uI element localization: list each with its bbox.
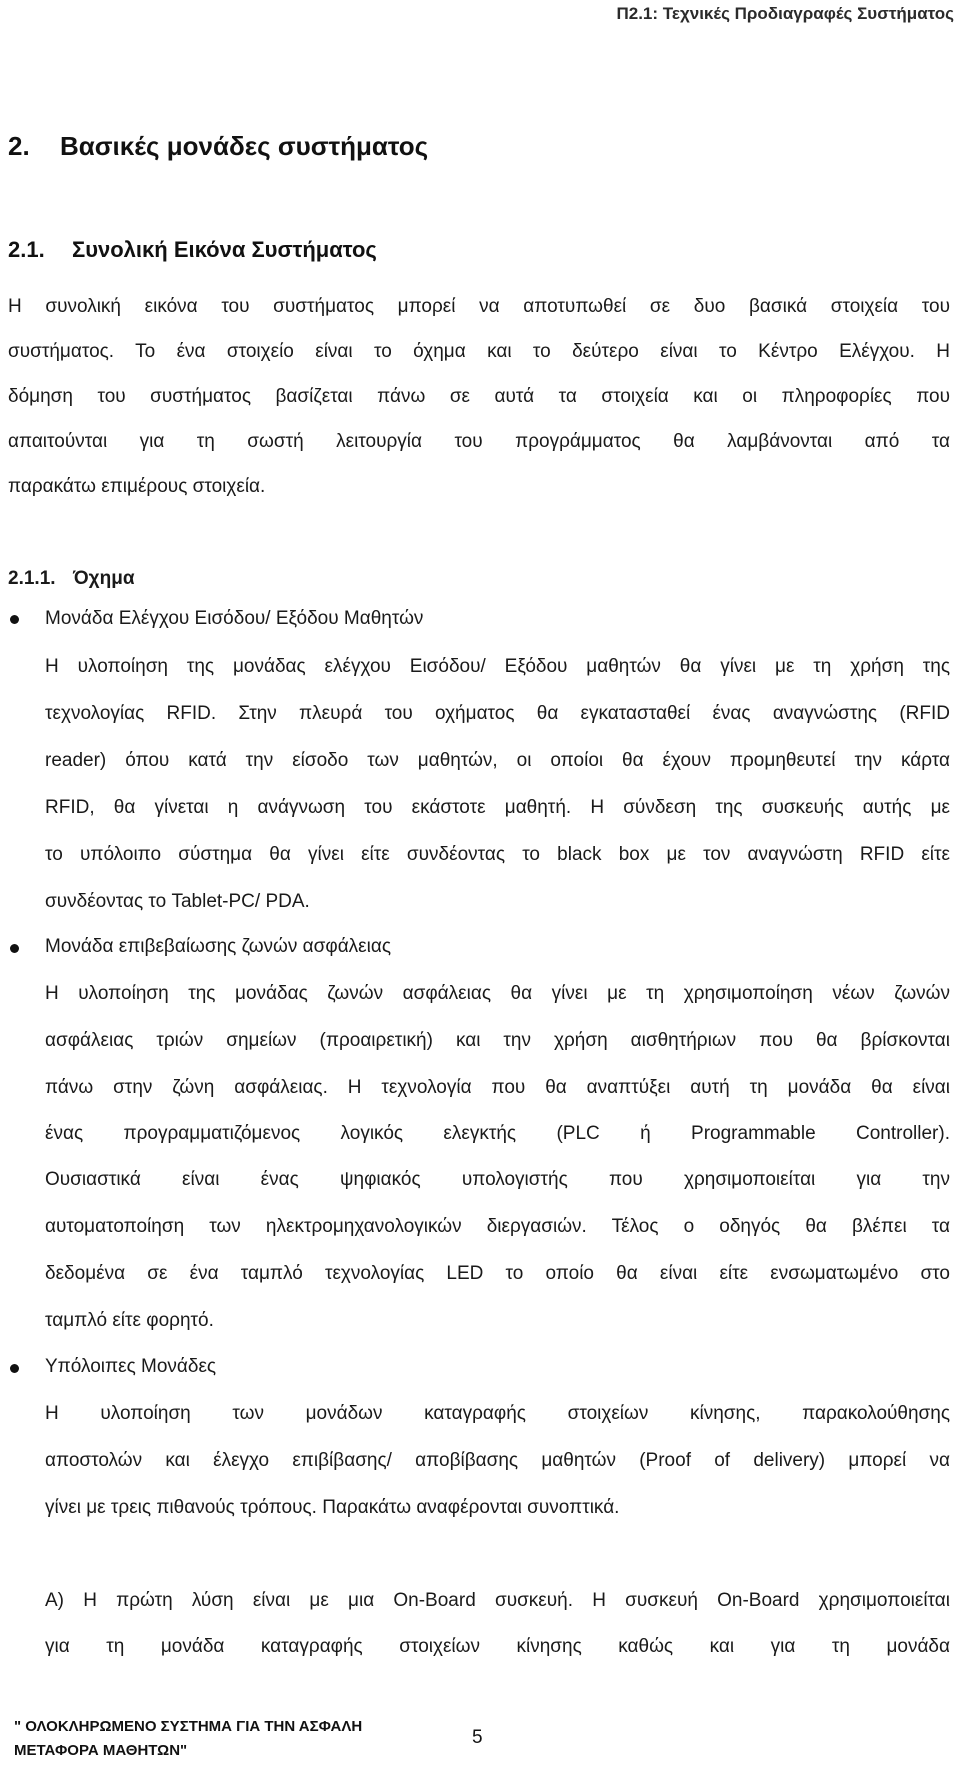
footer-line: ΜΕΤΑΦΟΡΑ ΜΑΘΗΤΩΝ"	[14, 1742, 188, 1759]
list-item-line: ένας προγραμματιζόμενος λογικός ελεγκτής (PLC ή Programmable Controller).	[45, 1123, 950, 1144]
list-item-line: Η υλοποίηση των μονάδων καταγραφής στοιχείων κίνησης, παρακολούθησης	[45, 1403, 950, 1424]
footer-project-title	[14, 1715, 362, 1763]
section-number: 2.	[8, 131, 30, 161]
paragraph-line: συστήματος. Το ένα στοιχείο είναι το όχημα και το δεύτερο είναι το Κέντρο Ελέγχου. Η	[8, 341, 950, 362]
list-item-line: πάνω στην ζώνη ασφάλειας. Η τεχνολογία που θα αναπτύξει αυτή τη μονάδα θα είναι	[45, 1077, 950, 1098]
list-item-line: τεχνολογίας RFID. Στην πλευρά του οχήματος θα εγκατασταθεί ένας αναγνώστης (RFID	[45, 703, 950, 724]
list-item-line: αποστολών και έλεγχο επιβίβασης/ αποβίβασης μαθητών (Proof of delivery) μπορεί να	[45, 1450, 950, 1471]
footer-line: " ΟΛΟΚΛΗΡΩΜΕΝΟ ΣΥΣΤΗΜΑ ΓΙΑ ΤΗΝ ΑΣΦΑΛΗ	[14, 1718, 363, 1735]
paragraph-line: παρακάτω επιμέρους στοιχεία.	[8, 476, 266, 497]
bullet-title: Υπόλοιπες Μονάδες	[45, 1356, 217, 1377]
bullet-title: Μονάδα επιβεβαίωσης ζωνών ασφάλειας	[45, 936, 392, 957]
list-item-line: συνδέοντας το Tablet-PC/ PDA.	[45, 891, 310, 912]
list-item-line: το υπόλοιπο σύστημα θα γίνει είτε συνδέοντας το black box με τον αναγνώστη RFID είτε	[45, 844, 950, 865]
page-number: 5	[472, 1727, 483, 1748]
section-heading	[8, 131, 428, 162]
section-title: Βασικές μονάδες συστήματος	[60, 131, 429, 161]
bullet-icon	[10, 1364, 19, 1373]
running-header: Π2.1: Τεχνικές Προδιαγραφές Συστήματος	[616, 4, 954, 23]
subsection-heading	[8, 237, 377, 263]
subsubsection-title: Όχημα	[73, 568, 135, 589]
subsection-number: 2.1.	[8, 237, 45, 262]
bullet-title: Μονάδα Ελέγχου Εισόδου/ Εξόδου Μαθητών	[45, 608, 424, 629]
list-item-line: reader) όπου κατά την είσοδο των μαθητών, οι οποίοι θα έχουν προμηθευτεί την κάρτα	[45, 750, 950, 771]
subsubsection-number: 2.1.1.	[8, 568, 56, 589]
list-item-line: Η υλοποίηση της μονάδας ζωνών ασφάλειας θα γίνει με τη χρησιμοποίηση νέων ζωνών	[45, 983, 950, 1004]
paragraph-line: Α) Η πρώτη λύση είναι με μια On-Board συσκευή. Η συσκευή On-Board χρησιμοποιείται	[45, 1590, 950, 1611]
list-item-line: Ουσιαστικά είναι ένας ψηφιακός υπολογιστής που χρησιμοποιείται για την	[45, 1169, 950, 1190]
paragraph-line: για τη μονάδα καταγραφής στοιχείων κίνησης καθώς και για τη μονάδα	[45, 1636, 950, 1657]
subsubsection-heading	[8, 568, 135, 590]
list-item-line: Η υλοποίηση της μονάδας ελέγχου Εισόδου/ Εξόδου μαθητών θα γίνει με τη χρήση της	[45, 656, 950, 677]
paragraph-line: απαιτούνται για τη σωστή λειτουργία του προγράμματος θα λαμβάνονται από τα	[8, 431, 950, 452]
list-item-line: αυτοματοποίηση των ηλεκτρομηχανολογικών διεργασιών. Τέλος ο οδηγός θα βλέπει τα	[45, 1216, 950, 1237]
list-item-line: RFID, θα γίνεται η ανάγνωση του εκάστοτε μαθητή. Η σύνδεση της συσκευής αυτής με	[45, 797, 950, 818]
list-item-line: ασφάλειας τριών σημείων (προαιρετική) και την χρήση αισθητήριων που θα βρίσκονται	[45, 1030, 950, 1051]
list-item-line: ταμπλό είτε φορητό.	[45, 1310, 214, 1331]
list-item-line: γίνει με τρεις πιθανούς τρόπους. Παρακάτω αναφέρονται συνοπτικά.	[45, 1497, 620, 1518]
paragraph-line: δόμηση του συστήματος βασίζεται πάνω σε αυτά τα στοιχεία και οι πληροφορίες που	[8, 386, 950, 407]
paragraph-line: Η συνολική εικόνα του συστήματος μπορεί να αποτυπωθεί σε δυο βασικά στοιχεία του	[8, 296, 950, 317]
bullet-icon	[10, 944, 19, 953]
bullet-icon	[10, 615, 19, 624]
subsection-title: Συνολική Εικόνα Συστήματος	[72, 237, 377, 262]
list-item-line: δεδομένα σε ένα ταμπλό τεχνολογίας LED το οποίο θα είναι είτε ενσωματωμένο στο	[45, 1263, 950, 1284]
